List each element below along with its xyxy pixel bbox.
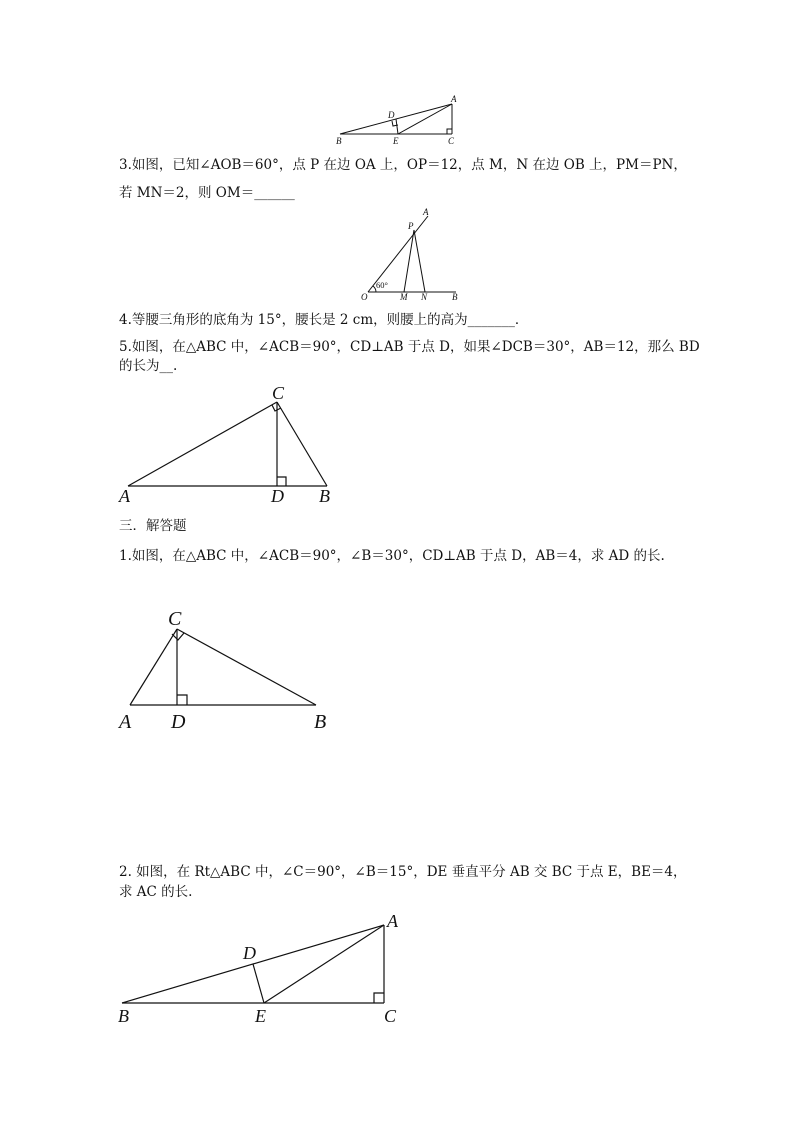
section-title: 三．解答题 bbox=[119, 518, 187, 534]
q3-fig-label-n: N bbox=[421, 292, 428, 302]
p1-fig-label-b: B bbox=[314, 711, 327, 733]
q3-text-line2: 若 MN＝2，则 OM＝______ bbox=[119, 185, 295, 201]
fig0-label-b: B bbox=[336, 136, 342, 146]
p1-fig-label-a: A bbox=[119, 711, 132, 733]
p2-text-line2: 求 AC 的长. bbox=[119, 884, 193, 900]
fig0-label-e: E bbox=[393, 136, 399, 146]
q5-fig-label-a: A bbox=[119, 486, 130, 506]
p2-text-line1: 2. 如图，在 Rt△ABC 中，∠C＝90°，∠B＝15°，DE 垂直平分 AB 交 BC 于点 E，BE＝4， bbox=[119, 864, 687, 880]
fig0-label-c: C bbox=[448, 136, 455, 146]
q4-text: 4.等腰三角形的底角为 15°，腰长是 2 cm，则腰上的高为_______． bbox=[119, 312, 529, 328]
q3-fig-label-angle: 60° bbox=[376, 280, 388, 290]
figure-p1-triangle bbox=[110, 600, 350, 740]
q3-text-line1: 3.如图，已知∠AOB＝60°，点 P 在边 OA 上，OP＝12，点 M，N 在边 OB 上，PM＝PN， bbox=[119, 157, 687, 173]
figure-p2-triangle bbox=[110, 905, 410, 1030]
p2-fig-label-b: B bbox=[118, 1006, 129, 1026]
fig0-label-a: A bbox=[451, 94, 457, 104]
q5-text-line1: 5.如图，在△ABC 中，∠ACB＝90°，CD⊥AB 于点 D，如果∠DCB＝30°，AB＝12，那么 BD bbox=[119, 339, 700, 355]
p1-text: 1.如图，在△ABC 中，∠ACB＝90°，∠B＝30°，CD⊥AB 于点 D，AB＝4，求 AD 的长. bbox=[119, 548, 665, 564]
figure-angle-aob bbox=[356, 204, 466, 304]
p2-fig-label-a: A bbox=[387, 911, 398, 931]
p1-fig-label-d: D bbox=[171, 711, 186, 733]
q3-fig-label-a: A bbox=[423, 207, 429, 217]
q3-fig-label-b: B bbox=[452, 292, 458, 302]
figure-q5-triangle bbox=[110, 378, 350, 508]
q5-fig-label-c: C bbox=[272, 383, 285, 403]
fig0-label-d: D bbox=[388, 110, 395, 120]
p2-fig-label-d: D bbox=[243, 943, 256, 963]
q5-fig-label-b: B bbox=[319, 486, 330, 506]
q5-fig-label-d: D bbox=[271, 486, 284, 506]
p2-fig-label-c: C bbox=[384, 1006, 397, 1026]
q3-fig-label-m: M bbox=[400, 292, 408, 302]
p2-fig-label-e: E bbox=[255, 1006, 266, 1026]
q3-fig-label-p: P bbox=[408, 221, 414, 231]
q3-fig-label-o: O bbox=[361, 292, 368, 302]
q5-text-line2: 的长为__. bbox=[119, 358, 178, 374]
figure-triangle-bdeac-small bbox=[330, 92, 470, 148]
p1-fig-label-c: C bbox=[168, 608, 182, 630]
